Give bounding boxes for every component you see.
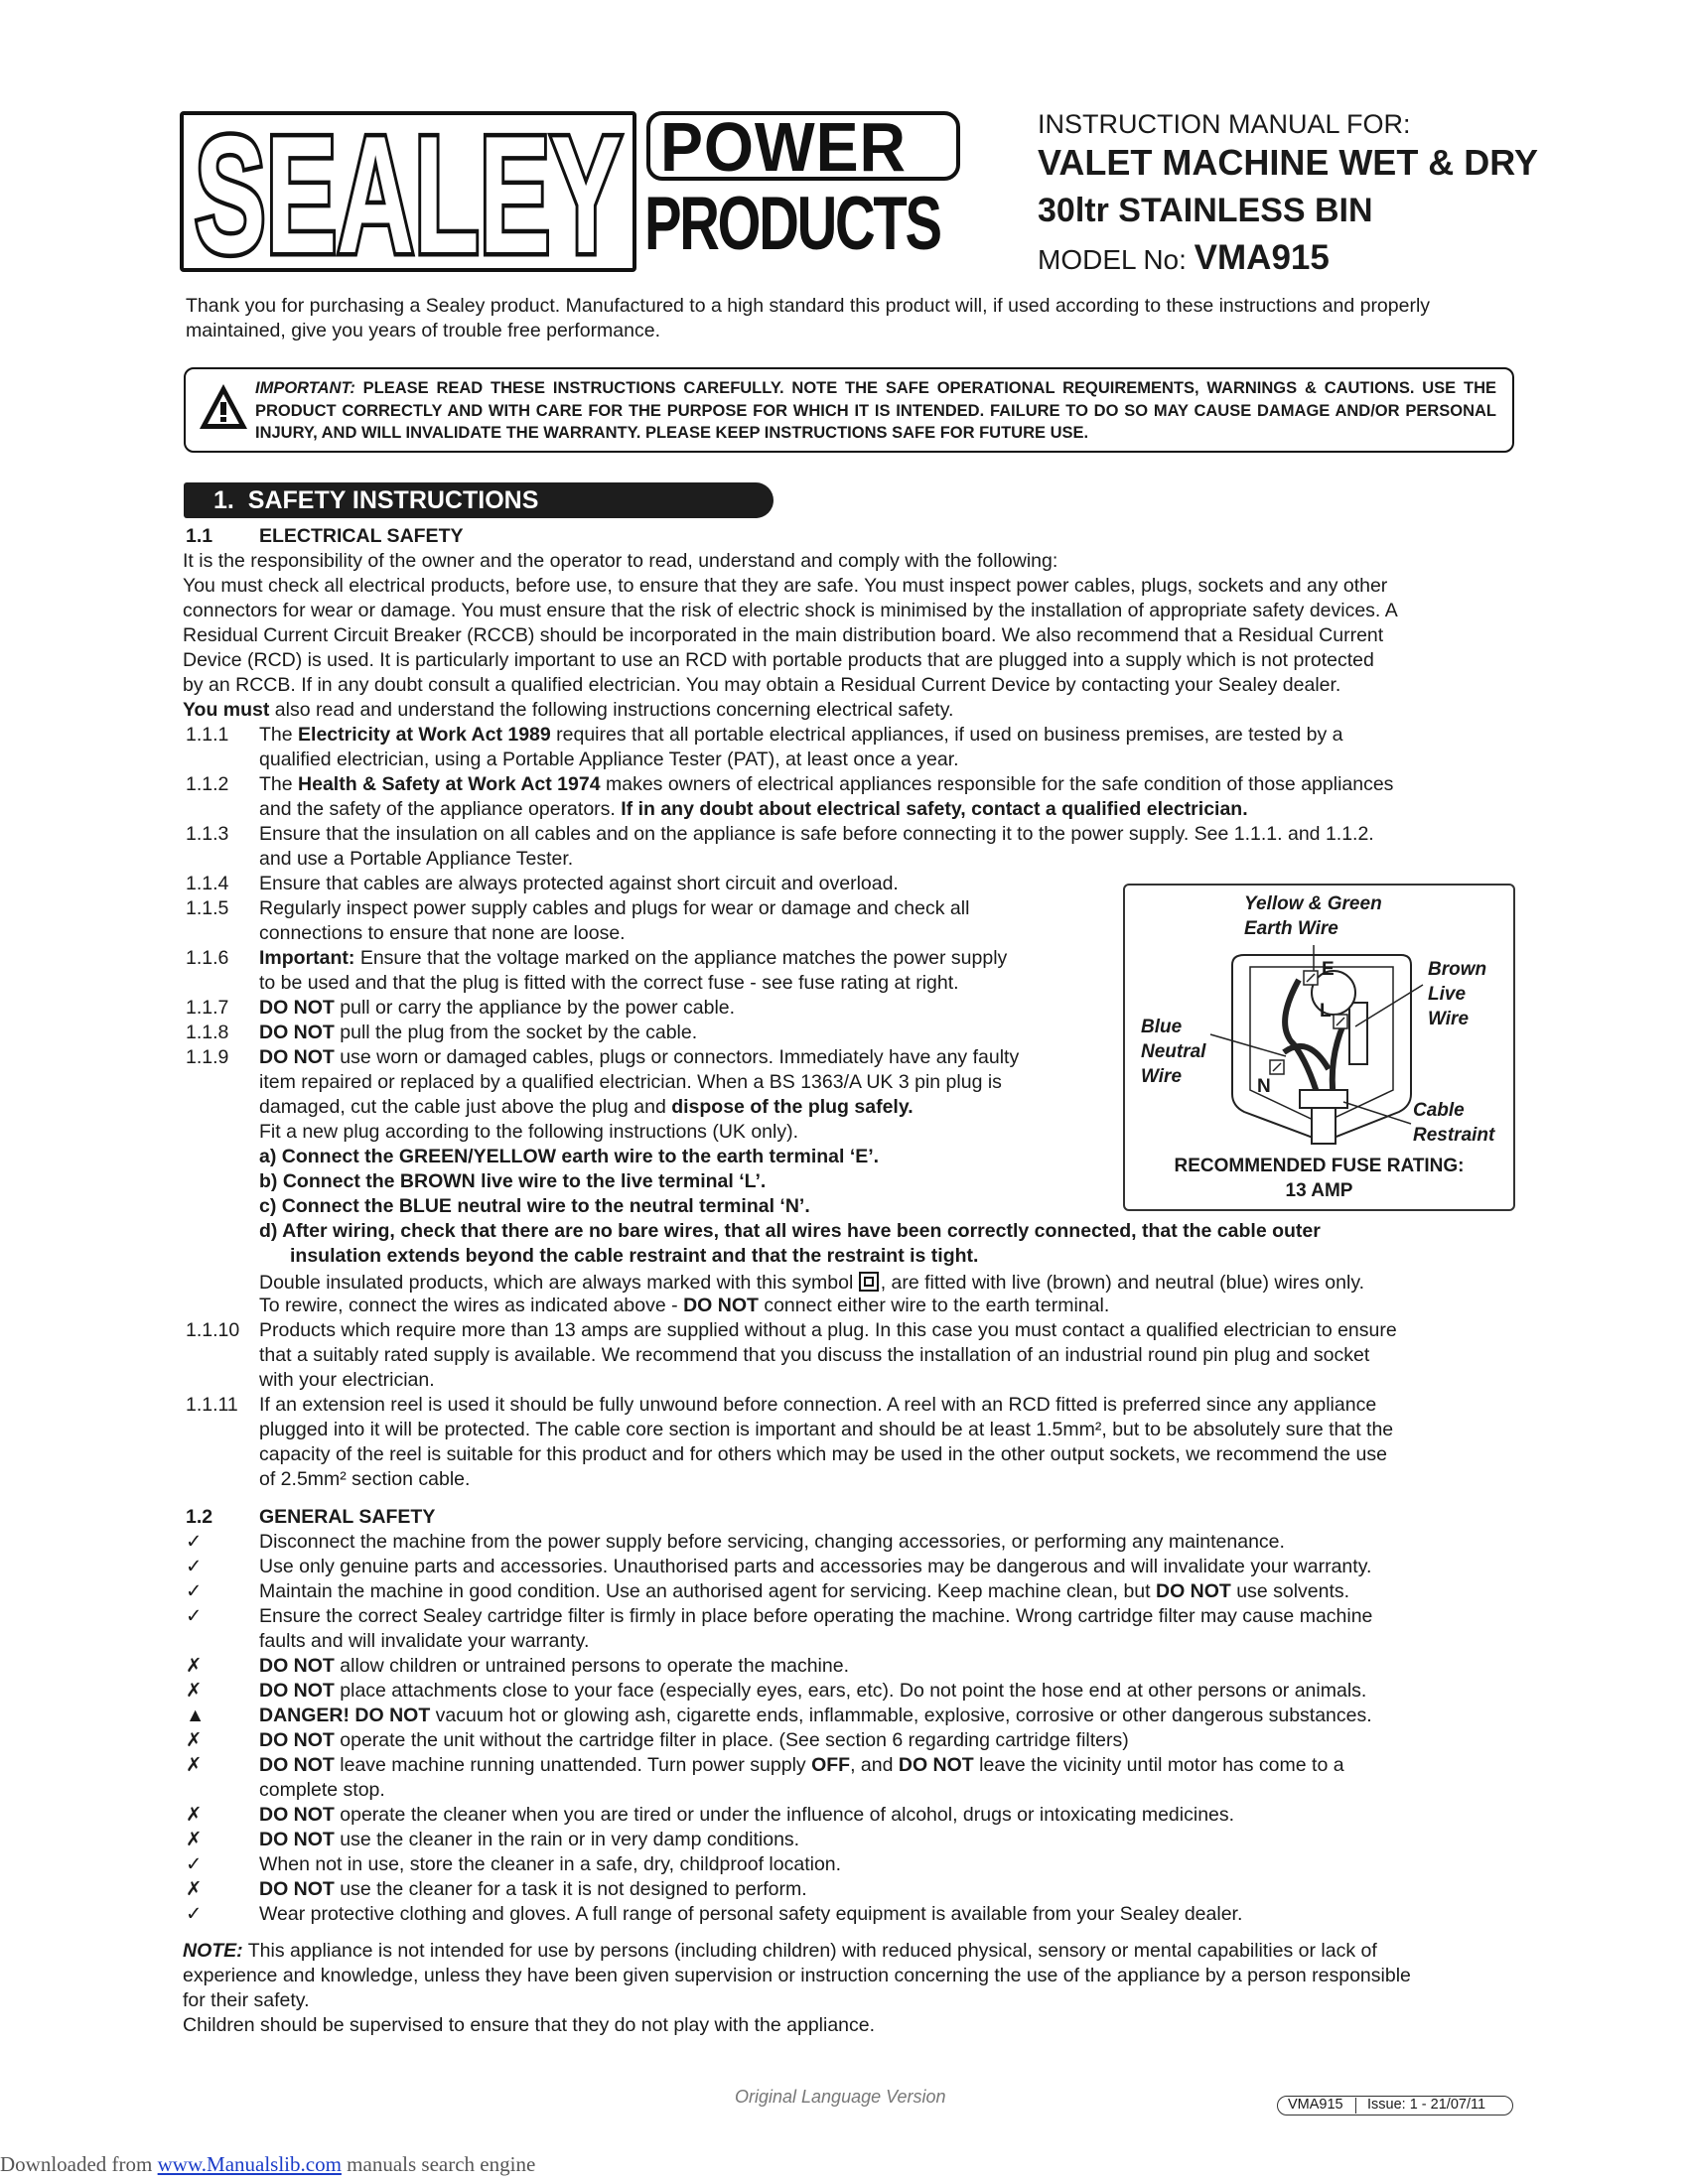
electrical-p2-l2: connectors for wear or damage. You must ensure that the risk of electric shock is minimised by the installation of appropriate safety devices. A: [183, 600, 1398, 621]
double-insulated-icon: [859, 1272, 879, 1292]
tick-icon: ✓: [186, 1903, 203, 1925]
terminal-l-label: L: [1320, 1001, 1332, 1022]
important-notice: [184, 367, 1514, 453]
electrical-p2-l3: Residual Current Circuit Breaker (RCCB) should be incorporated in the main distribution board. We also recommend that a Residual Current: [183, 624, 1384, 646]
footer-issue-date: Issue: 1 - 21/07/11: [1367, 2097, 1486, 2113]
cross-icon: ✗: [186, 1680, 203, 1702]
products-logo-text: PRODUCTS: [644, 182, 940, 266]
power-products-logo: [638, 108, 980, 272]
product-subtitle: 30ltr STAINLESS BIN: [1038, 192, 1373, 229]
manualslib-link[interactable]: www.Manualslib.com: [157, 2152, 342, 2176]
earth-wire-label: Yellow & Green Earth Wire: [1244, 893, 1382, 939]
danger-icon: ▲: [186, 1705, 206, 1726]
cross-icon: ✗: [186, 1729, 203, 1751]
tick-icon: ✓: [186, 1853, 203, 1875]
tick-icon: ✓: [186, 1531, 203, 1553]
cross-icon: ✗: [186, 1829, 203, 1850]
cross-icon: ✗: [186, 1878, 203, 1900]
section-heading-safety: 1. SAFETY INSTRUCTIONS: [184, 482, 774, 518]
terminal-n-label: N: [1257, 1076, 1271, 1097]
live-wire-label: Brown Live Wire: [1428, 959, 1487, 1029]
download-credit: Downloaded from www.Manualslib.com manuals search engine: [0, 2152, 536, 2176]
issue-badge: [1277, 2096, 1513, 2116]
power-logo-text: POWER: [660, 108, 907, 186]
neutral-wire-label: Blue Neutral Wire: [1141, 1017, 1206, 1087]
cross-icon: ✗: [186, 1655, 203, 1677]
cross-icon: ✗: [186, 1804, 203, 1826]
electrical-p2-l5: by an RCCB. If in any doubt consult a qualified electrician. You may obtain a Residual Current Device by contacting your Sealey dealer.: [183, 674, 1341, 696]
tick-icon: ✓: [186, 1556, 203, 1577]
product-title: VALET MACHINE WET & DRY: [1038, 142, 1538, 183]
cable-restraint-label: Cable Restraint: [1413, 1100, 1495, 1146]
model-number: [1038, 238, 1330, 278]
terminal-e-label: E: [1322, 959, 1335, 980]
cross-icon: ✗: [186, 1754, 203, 1776]
footer-model: VMA915: [1288, 2097, 1343, 2113]
electrical-p2-l1: You must check all electrical products, before use, to ensure that they are safe. You must inspect power cables, plugs, sockets and any other: [183, 575, 1388, 597]
sealey-logo-text: SEALEY: [195, 115, 622, 268]
electrical-p2-l4: Device (RCD) is used. It is particularly important to use an RCD with portable products that are plugged into a supply which is not protected: [183, 649, 1374, 671]
manual-label: INSTRUCTION MANUAL FOR:: [1038, 109, 1411, 139]
sealey-logo: [180, 111, 636, 272]
tick-icon: ✓: [186, 1605, 203, 1627]
important-text: IMPORTANT: PLEASE READ THESE INSTRUCTIONS CAREFULLY. NOTE THE SAFE OPERATIONAL REQUIREMENTS, WARNINGS & CAUTIONS. USE THE PRODUCT CORRECTLY AND WITH CARE FOR THE PURPOSE FOR WHICH IT IS INTENDED. FAILURE TO DO SO MAY CAUSE DAMAGE AND/OR PERSONAL INJURY, AND WILL INVALIDATE THE WARRANTY. PLEASE KEEP INSTRUCTIONS SAFE FOR FUTURE USE.: [255, 379, 1496, 442]
model-label: MODEL No:: [1038, 244, 1195, 275]
original-language-label: Original Language Version: [735, 2087, 946, 2107]
children-note: Children should be supervised to ensure that they do not play with the appliance.: [183, 2014, 876, 2036]
intro-paragraph: Thank you for purchasing a Sealey product. Manufactured to a high standard this product will, if used according to these instructions and properly maintained, give you years of trouble free performance.: [186, 295, 1431, 341]
electrical-p1: It is the responsibility of the owner and the operator to read, understand and comply with the following:: [183, 550, 1058, 572]
warning-icon: [198, 381, 249, 433]
plug-wiring-diagram: [1123, 884, 1515, 1211]
model-value: VMA915: [1194, 238, 1330, 277]
note-paragraph: NOTE: This appliance is not intended for use by persons (including children) with reduced physical, sensory or mental capabilities or lack of: [183, 1940, 1377, 1962]
fuse-rating: RECOMMENDED FUSE RATING: 13 AMP: [1174, 1156, 1465, 1201]
tick-icon: ✓: [186, 1580, 203, 1602]
sealey-logo-graphic: [184, 115, 633, 268]
electrical-p3: You must also read and understand the following instructions concerning electrical safety.: [183, 699, 954, 721]
